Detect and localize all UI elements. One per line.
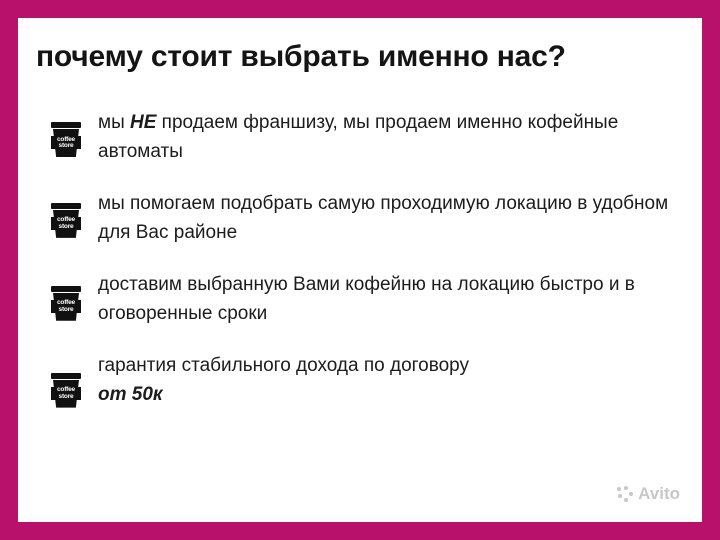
cup-lid-shape bbox=[51, 286, 81, 292]
avito-dots-icon bbox=[617, 486, 634, 503]
list-item bbox=[36, 108, 686, 167]
list-item-text-emphasis: НЕ bbox=[130, 112, 157, 133]
list-item-text bbox=[98, 270, 686, 329]
cup-logo-line1: coffee bbox=[57, 135, 75, 143]
list-item-text-emphasis: от 50к bbox=[98, 384, 163, 406]
cup-logo-line2: store bbox=[58, 222, 74, 230]
list-item-text-lead: мы bbox=[98, 112, 130, 133]
bullet-icon-wrapper bbox=[36, 108, 98, 160]
cup-logo-line1: coffee bbox=[57, 386, 75, 394]
bullet-icon-wrapper bbox=[36, 189, 98, 241]
list-item bbox=[36, 351, 686, 411]
avito-watermark-label: Avito bbox=[638, 484, 680, 503]
coffee-cup-logo-icon bbox=[50, 122, 84, 160]
bullet-icon-wrapper bbox=[36, 270, 98, 324]
cup-logo-line2: store bbox=[58, 142, 74, 149]
cup-logo-line2: store bbox=[58, 392, 74, 400]
list-item-text-rest: гарантия стабильного дохода по договору bbox=[98, 354, 470, 376]
list-item-text-rest: мы помогаем подобрать самую проходимую локацию в удобном для Вас районе bbox=[98, 192, 669, 244]
cup-logo-line2: store bbox=[58, 305, 74, 313]
coffee-cup-logo-icon bbox=[50, 286, 84, 324]
coffee-cup-logo-icon bbox=[50, 203, 84, 241]
page-title: почему стоит выбрать именно нас? bbox=[36, 40, 566, 73]
list-item-text-rest: доставим выбранную Вами кофейню на локацию быстро и в оговоренные сроки bbox=[98, 273, 635, 325]
list-item bbox=[36, 270, 686, 329]
cup-lid-shape bbox=[51, 122, 81, 128]
list-item-text bbox=[98, 108, 686, 167]
cup-logo-line1: coffee bbox=[57, 299, 75, 307]
list-item-text-rest: продаем франшизу, мы продаем именно кофейные автоматы bbox=[98, 112, 619, 163]
list-item-text bbox=[98, 189, 686, 248]
cup-lid-shape bbox=[51, 203, 81, 209]
list-item bbox=[36, 189, 686, 248]
cup-lid-shape bbox=[51, 373, 81, 379]
bullet-icon-wrapper bbox=[36, 351, 98, 411]
list-item-text bbox=[98, 351, 686, 410]
cup-logo-line1: coffee bbox=[57, 216, 75, 224]
bullet-list bbox=[36, 102, 686, 433]
avito-watermark bbox=[617, 484, 680, 504]
coffee-cup-logo-icon bbox=[50, 373, 84, 411]
content-card bbox=[18, 18, 702, 522]
